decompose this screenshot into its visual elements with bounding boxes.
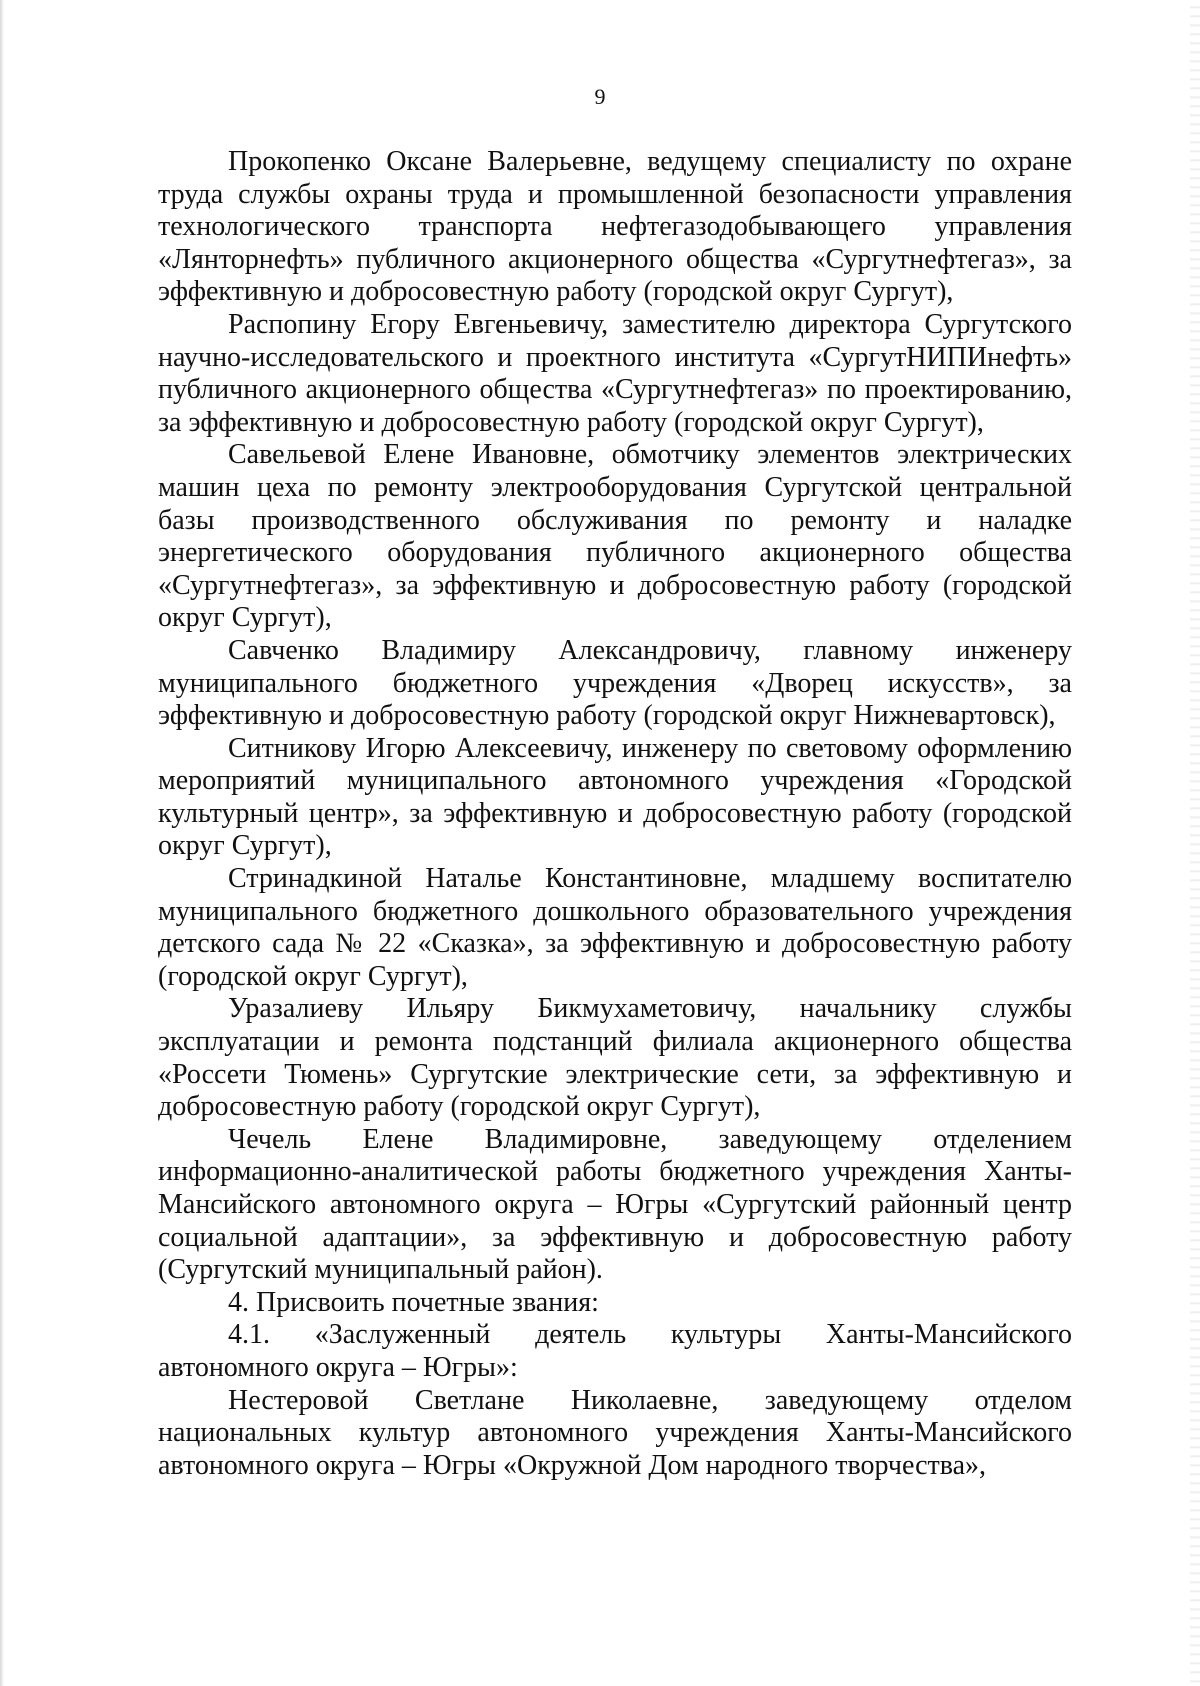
paragraph-strinadkina: Стринадкиной Наталье Константиновне, младшему воспитателю муниципального бюджетного дошкольного образовательного учреждения детского сада № 22 «Сказка», за эффективную и добросовестную работу (городской округ Сургут),: [158, 863, 1072, 992]
paragraph-savchenko: Савченко Владимиру Александровичу, главному инженеру муниципального бюджетного учреждения «Дворец искусств», за эффективную и добросовестную работу (городской округ Нижневартовск),: [158, 634, 1072, 732]
page-number: 9: [594, 84, 606, 109]
scan-edge-left: [0, 0, 4, 1686]
paragraph-sitnikov: Ситникову Игорю Алексеевичу, инженеру по световому оформлению мероприятий муниципального автономного учреждения «Городской культурный центр», за эффективную и добросовестную работу (городской округ Сургут),: [158, 732, 1072, 862]
paragraph-prokopenko: Прокопенко Оксане Валерьевне, ведущему специалисту по охране труда службы охраны труда и промышленной безопасности управления технологического транспорта нефтегазодобывающего управления «Лянторнефть» публичного акционерного общества «Сургутнефтегаз», за эффективную и добросовестную работу (городской округ Сургут),: [158, 146, 1072, 308]
paragraph-nesterova: Нестеровой Светлане Николаевне, заведующему отделом национальных культур автономного учреждения Ханты-Мансийского автономного округа – Югры «Окружной Дом народного творчества»,: [158, 1384, 1072, 1481]
paragraph-section-4: 4. Присвоить почетные звания:: [228, 1286, 599, 1318]
scan-edge-right: [1190, 0, 1200, 1686]
paragraph-section-4-1: 4.1. «Заслуженный деятель культуры Ханты-Мансийского автономного округа – Югры»:: [158, 1319, 1072, 1383]
document-body: [158, 146, 1072, 1482]
paragraph-raspopin: Распопину Егору Евгеньевичу, заместителю директора Сургутского научно-исследовательского и проектного института «СургутНИПИнефть» публичного акционерного общества «Сургутнефтегаз» по проектированию, за эффективную и добросовестную работу (городской округ Сургут),: [158, 308, 1072, 438]
paragraph-chechel: Чечель Елене Владимировне, заведующему отделением информационно-аналитической работы бюджетного учреждения Ханты-Мансийского автономного округа – Югры «Сургутский районный центр социальной адаптации», за эффективную и добросовестную работу (Сургутский муниципальный район).: [158, 1123, 1072, 1286]
paragraph-urazaliev: Уразалиеву Ильяру Бикмухаметовичу, начальнику службы эксплуатации и ремонта подстанций филиала акционерного общества «Россети Тюмень» Сургутские электрические сети, за эффективную и добросовестную работу (городской округ Сургут),: [158, 993, 1072, 1123]
paragraph-savelyeva: Савельевой Елене Ивановне, обмотчику элементов электрических машин цеха по ремонту электрооборудования Сургутской центральной базы производственного обслуживания по ремонту и наладке энергетического оборудования публичного акционерного общества «Сургутнефтегаз», за эффективную и добросовестную работу (городской округ Сургут),: [158, 439, 1072, 634]
